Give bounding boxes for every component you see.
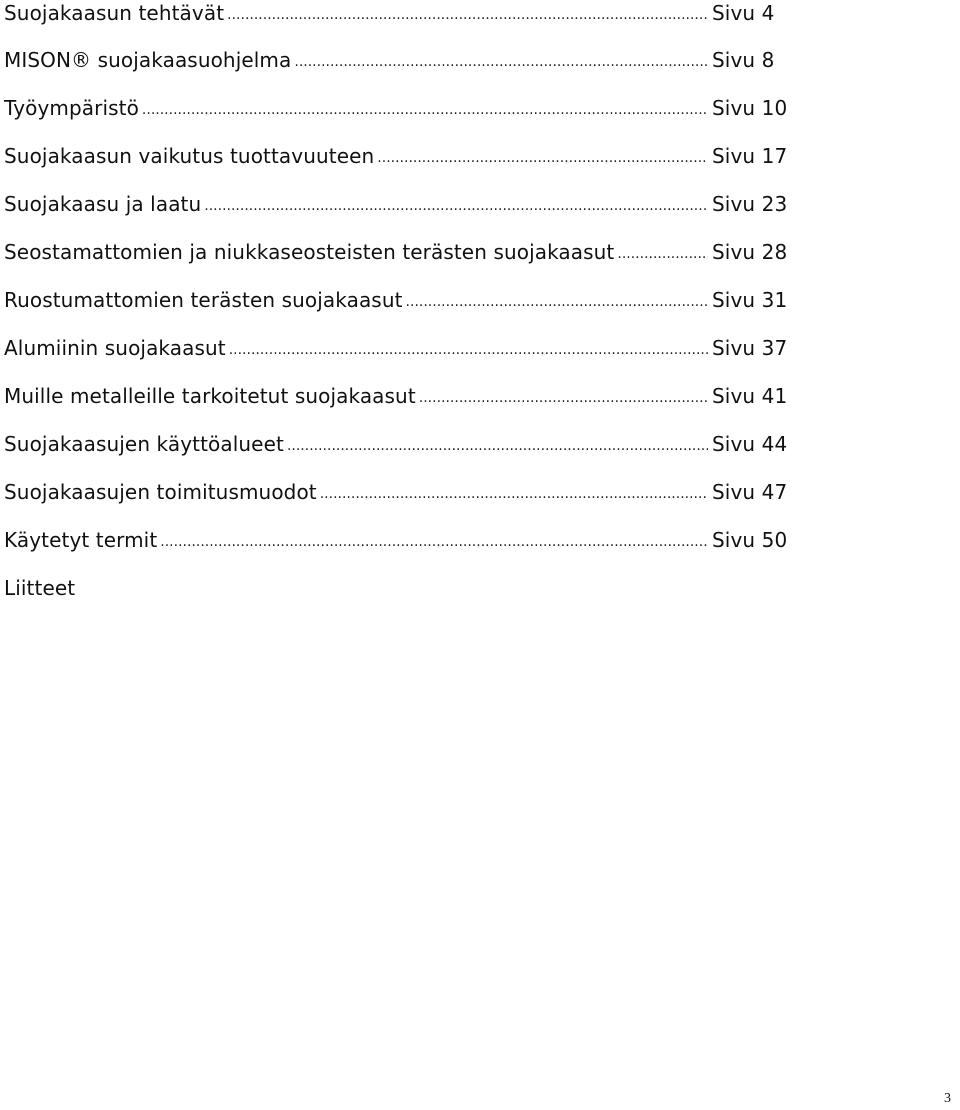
toc-entry[interactable] [4,276,804,324]
toc-entry[interactable] [4,516,804,564]
toc-entry-title: Suojakaasu ja laatu [4,192,202,216]
toc-entry-title: Suojakaasun vaikutus tuottavuuteen [4,144,375,168]
toc-entry-page: Sivu 23 [712,192,788,216]
toc-entry-title: Seostamattomien ja niukkaseosteisten terästen suojakaasut [4,240,615,264]
toc-entry-title: Suojakaasun tehtävät [4,1,225,25]
toc-entry-title: Ruostumattomien terästen suojakaasut [4,288,403,312]
toc-entry[interactable] [4,372,804,420]
dot-leader [320,482,708,504]
toc-entry[interactable] [4,84,804,132]
dot-leader [617,242,708,264]
dot-leader [160,530,708,552]
toc-entry-page: Sivu 8 [712,48,775,72]
dot-leader [227,3,708,25]
dot-leader [287,434,708,456]
toc-entry-page: Sivu 47 [712,480,788,504]
toc-entry-page: Sivu 4 [712,1,775,25]
toc-entry-page: Sivu 31 [712,288,788,312]
toc-entry[interactable] [4,324,804,372]
page-number: 3 [944,1091,951,1106]
toc-entry[interactable] [4,180,804,228]
toc-entry-page: Sivu 10 [712,96,788,120]
toc-entry[interactable] [4,0,804,26]
toc-entry-title: Alumiinin suojakaasut [4,336,226,360]
dot-leader [406,290,708,312]
toc-entry-title: Työympäristö [4,96,139,120]
toc-entry-page: Sivu 44 [712,432,788,456]
dot-leader [419,386,708,408]
toc-entry-page: Sivu 28 [712,240,788,264]
toc-entry-page: Sivu 50 [712,528,788,552]
toc-entry-page: Sivu 37 [712,336,788,360]
toc-entry[interactable] [4,36,804,84]
toc-entry[interactable] [4,228,804,276]
toc-entry[interactable] [4,132,804,180]
dot-leader [229,338,708,360]
toc-entry-title: Liitteet [4,576,76,600]
toc-entry-page: Sivu 17 [712,144,788,168]
toc-entry-liitteet[interactable] [4,564,804,612]
toc-entry-title: Suojakaasujen käyttöalueet [4,432,284,456]
toc-entry[interactable] [4,420,804,468]
dot-leader [204,194,708,216]
toc-entry-title: MISON® suojakaasuohjelma [4,48,292,72]
dot-leader [142,98,708,120]
toc-entry-page: Sivu 41 [712,384,788,408]
toc-entry[interactable] [4,468,804,516]
toc-entry-title: Käytetyt termit [4,528,158,552]
toc-entry-title: Muille metalleille tarkoitetut suojakaasut [4,384,416,408]
table-of-contents [4,0,804,612]
toc-entry-title: Suojakaasujen toimitusmuodot [4,480,317,504]
dot-leader [377,146,708,168]
dot-leader [294,50,708,72]
